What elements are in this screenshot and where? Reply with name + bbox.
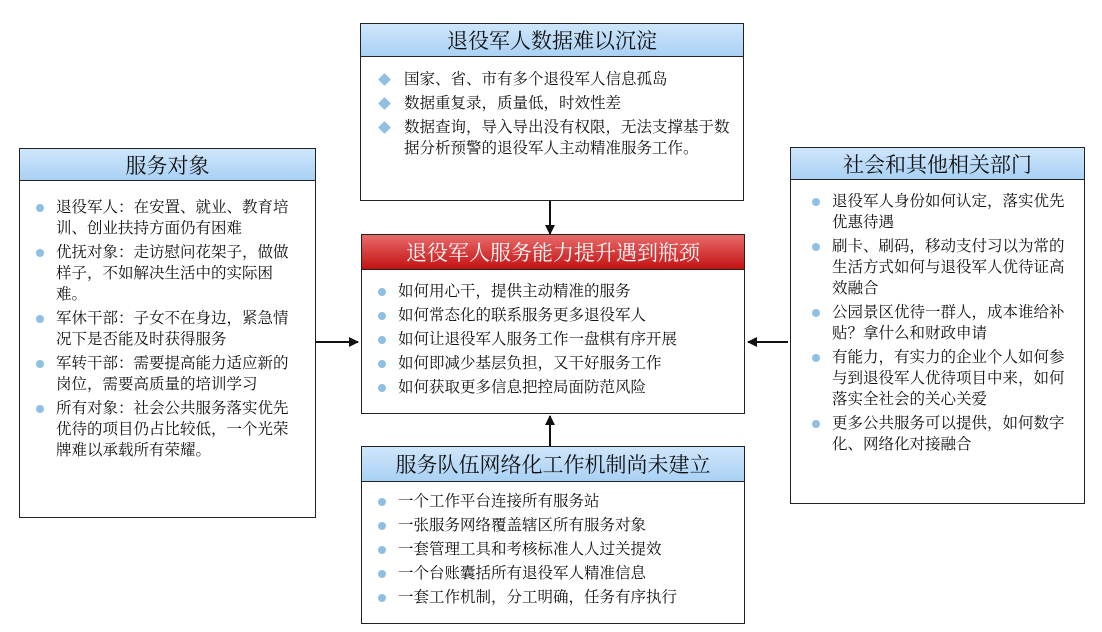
list-item: 数据重复录，质量低，时效性差: [364, 93, 736, 114]
list-item: 如何用心干，提供主动精准的服务: [368, 281, 740, 302]
list-item: 一张服务网络覆盖辖区所有服务对象: [368, 515, 740, 536]
list-item: 军休干部：子女不在身边，紧急情况下是否能及时获得服务: [26, 308, 298, 350]
list-item: 公园景区优待一群人，成本谁给补贴？拿什么和财政申请: [802, 302, 1068, 344]
center-panel-title: 退役军人服务能力提升遇到瓶颈: [361, 234, 745, 270]
list-item: 一套管理工具和考核标准人人过关提效: [368, 539, 740, 560]
list-item: 退役军人：在安置、就业、教育培训、创业扶持方面仍有困难: [26, 197, 298, 239]
list-item: 所有对象：社会公共服务落实优先优待的项目仍占比较低，一个光荣牌难以承载所有荣耀。: [26, 398, 298, 461]
bottom-panel-title: 服务队伍网络化工作机制尚未建立: [361, 446, 745, 482]
left-panel-title: 服务对象: [19, 148, 316, 181]
list-item: 国家、省、市有多个退役军人信息孤岛: [364, 69, 736, 90]
top-panel-list: [364, 69, 736, 162]
center-panel-list: [368, 281, 740, 401]
list-item: 退役军人身份如何认定，落实优先优惠待遇: [802, 191, 1068, 233]
list-item: 有能力，有实力的企业个人如何参与到退役军人优待项目中来，如何落实全社会的关心关爱: [802, 347, 1068, 410]
bottom-panel-list: [368, 491, 740, 611]
right-panel-title: 社会和其他相关部门: [790, 147, 1085, 180]
list-item: 如何获取更多信息把控局面防范风险: [368, 377, 740, 398]
top-panel-title: 退役军人数据难以沉淀: [360, 23, 744, 57]
list-item: 一套工作机制，分工明确，任务有序执行: [368, 587, 740, 608]
list-item: 优抚对象：走访慰问花架子，做做样子，不如解决生活中的实际困难。: [26, 242, 298, 305]
right-panel-list: [802, 191, 1068, 501]
list-item: 如何让退役军人服务工作一盘棋有序开展: [368, 329, 740, 350]
list-item: 军转干部：需要提高能力适应新的岗位，需要高质量的培训学习: [26, 353, 298, 395]
list-item: 更多公共服务可以提供，如何数字化、网络化对接融合: [802, 413, 1068, 455]
list-item: 一个台账囊括所有退役军人精准信息: [368, 563, 740, 584]
list-item: 数据查询，导入导出没有权限，无法支撑基于数据分析预警的退役军人主动精准服务工作。: [364, 117, 736, 159]
left-panel-list: [26, 197, 298, 464]
list-item: 一个工作平台连接所有服务站: [368, 491, 740, 512]
list-item: 刷卡、刷码，移动支付习以为常的生活方式如何与退役军人优待证高效融合: [802, 236, 1068, 299]
list-item: 如何常态化的联系服务更多退役军人: [368, 305, 740, 326]
list-item: 如何即减少基层负担，又干好服务工作: [368, 353, 740, 374]
